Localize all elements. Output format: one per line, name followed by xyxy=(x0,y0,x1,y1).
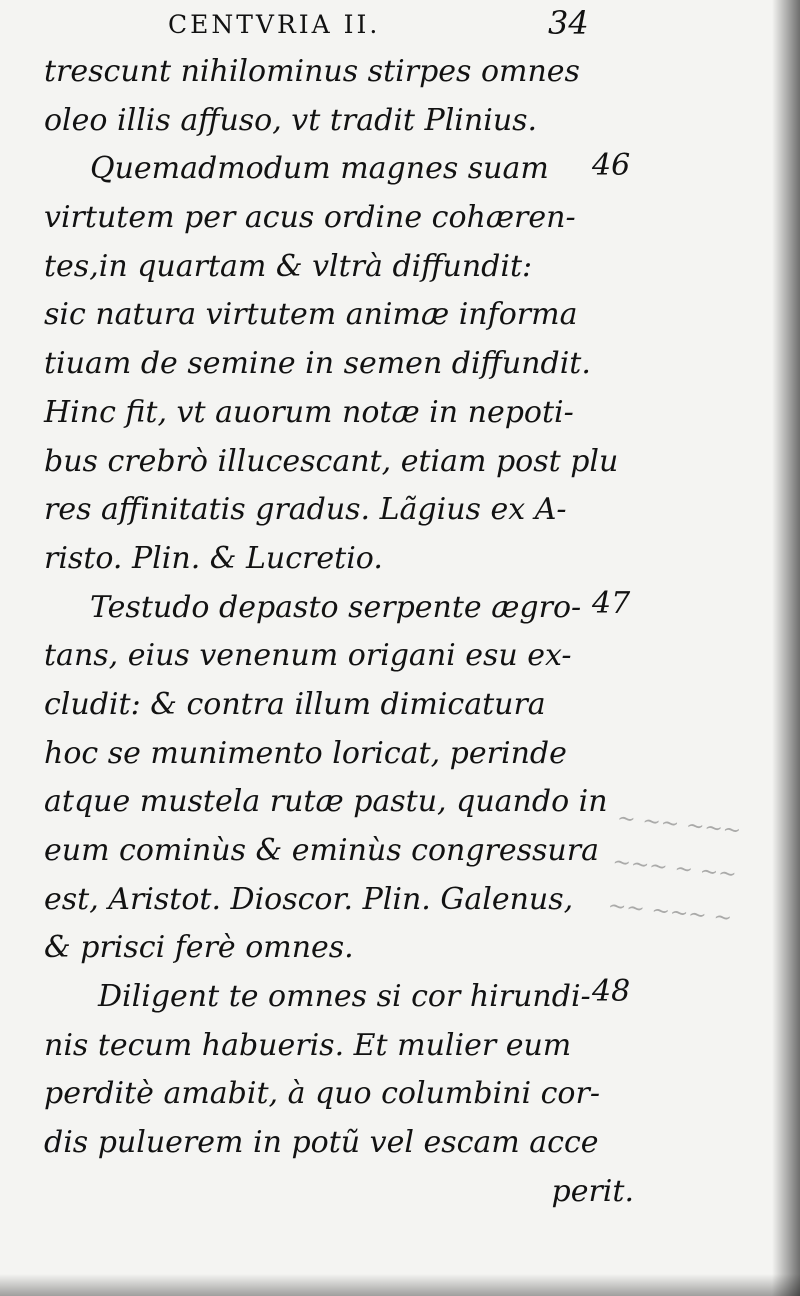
text-line: res affinitatis gradus. Lãgius ex A- xyxy=(44,492,567,528)
text-line: perditè amabit, à quo columbini cor- xyxy=(44,1076,600,1112)
text-line: tes,in quartam & vltrà diffundit: xyxy=(44,248,533,284)
paragraph-start-line: Quemadmodum magnes suam xyxy=(90,151,549,187)
text-line: risto. Plin. & Lucretio. xyxy=(44,540,383,576)
text-line: virtutem per acus ordine cohæren- xyxy=(44,200,576,236)
text-line: nis tecum habueris. Et mulier eum xyxy=(44,1027,572,1063)
text-line: sic natura virtutem animæ informa xyxy=(44,297,578,333)
bleed-through-stroke: ~~~ ~ ~~ xyxy=(611,849,738,888)
main-text-block xyxy=(44,48,644,1217)
text-line: dis puluerem in potũ vel escam acce xyxy=(44,1125,599,1161)
entry-number: 47 xyxy=(592,586,631,621)
text-line: bus crebrò illucescant, etiam post plu xyxy=(44,443,619,479)
text-line: hoc se munimento loricat, perinde xyxy=(44,735,567,771)
text-line: & prisci ferè omnes. xyxy=(44,930,354,966)
text-line: oleo illis affuso, vt tradit Plinius. xyxy=(44,102,538,138)
page-edge-shadow xyxy=(772,0,800,1296)
text-line: cludit: & contra illum dimicatura xyxy=(44,686,546,722)
bleed-through-stroke: ~ ~~ ~~~ xyxy=(615,805,743,844)
paragraph-start-line: Diligent te omnes si cor hirundi- xyxy=(98,979,591,1015)
text-line: tiuam de semine in semen diffundit. xyxy=(44,346,591,382)
text-line: perit. xyxy=(551,1173,634,1209)
text-line: atque mustela rutæ pastu, quando in xyxy=(44,784,608,820)
entry-number: 46 xyxy=(592,148,631,183)
page-bottom-shadow xyxy=(0,1274,800,1296)
bleed-through-stroke: ~~ ~~~ ~ xyxy=(606,893,734,932)
text-line: eum cominùs & eminùs congressura xyxy=(44,833,599,868)
text-line: trescunt nihilominus stirpes omnes xyxy=(44,54,580,89)
text-line: tans, eius venenum origani esu ex- xyxy=(44,638,572,674)
bleed-through-marks xyxy=(606,797,799,947)
page-number: 34 xyxy=(548,4,589,42)
text-line: Hinc fit, vt auorum notæ in nepoti- xyxy=(44,394,574,430)
page-header xyxy=(0,4,800,44)
entry-number: 48 xyxy=(592,974,631,1009)
text-line: est, Aristot. Dioscor. Plin. Galenus, xyxy=(44,881,574,917)
paragraph-start-line: Testudo depasto serpente ægro- xyxy=(90,589,582,625)
running-head: CENTVRIA II. xyxy=(168,10,381,39)
